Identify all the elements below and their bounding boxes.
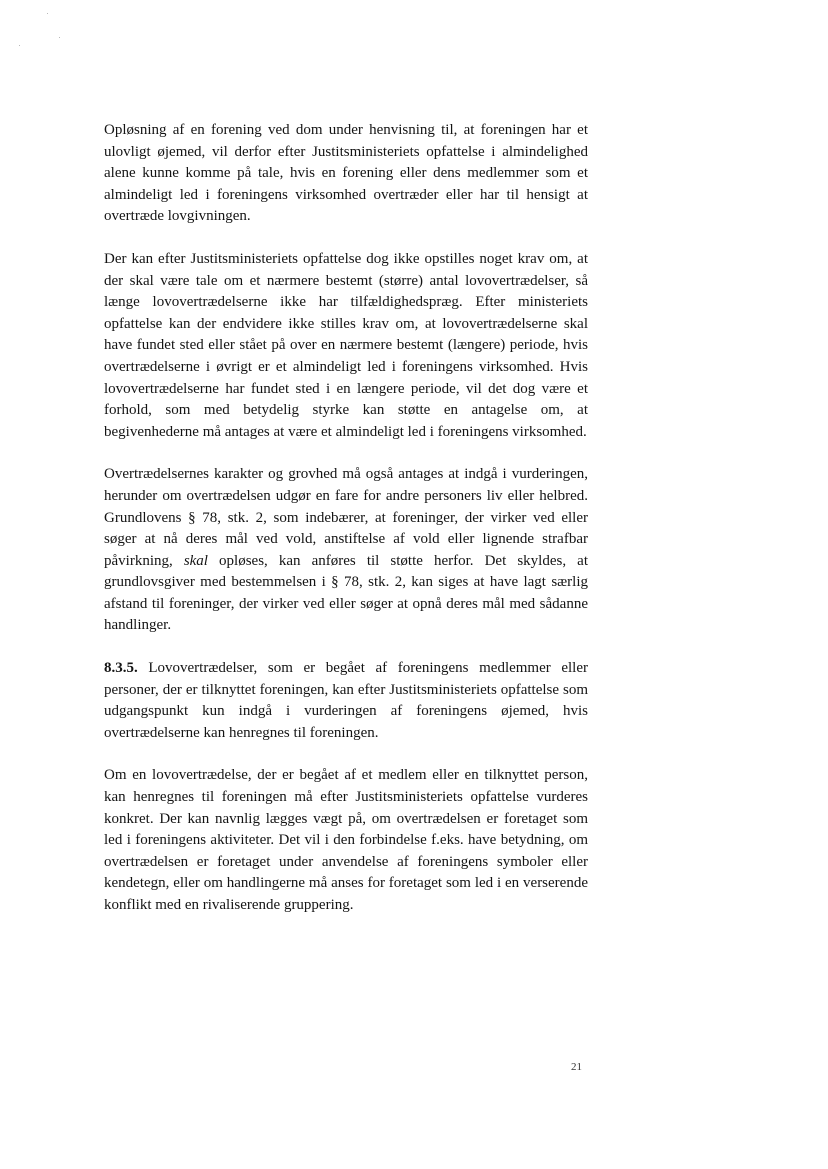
paragraph-section-8-3-5 — [104, 658, 588, 744]
section-number: 8.3.5. — [104, 660, 138, 677]
paragraph-text: opløses, kan anføres til støtte herfor. Det skyldes, at grundlovsgiver med bestemmelsen i § 78, stk. 2, kan siges at have lagt særlig afstand til foreninger, der virker ved eller søger at opnå deres mål med sådanne handlinger. — [104, 552, 588, 634]
scan-speck — [59, 37, 60, 38]
paragraph-number-of-offences: Der kan efter Justitsministeriets opfattelse dog ikke opstilles noget krav om, at der skal være tale om et nærmere bestemt (større) antal lovovertrædelser, så længe lovovertrædelserne ikke har tilfældighedspræg. Efter ministeriets opfattelse kan der endvidere ikke stilles krav om, at lovovertrædelserne skal have fundet sted eller stået på over en nærmere bestemt (længere) periode, hvis overtrædelserne i øvrigt er et almindeligt led i foreningens virksomhed. Hvis lovovertrædelserne har fundet sted i en længere periode, vil det dog være et forhold, som med betydelig styrke kan støtte en antagelse om, at begivenhederne må antages at være et almindeligt led i foreningens virksomhed. — [104, 250, 588, 440]
scan-speck — [19, 45, 20, 46]
paragraph-nature-of-offences — [104, 464, 588, 637]
paragraph-text: Lovovertrædelser, som er begået af foreningens medlemmer eller personer, der er tilknyttet foreningen, kan efter Justitsministeriets opfattelse som udgangspunkt kun indgå i vurderingen af foreningens øjemed, hvis overtrædelserne kan henregnes til foreningen. — [104, 660, 588, 741]
paragraph-attribution: Om en lovovertrædelse, der er begået af et medlem eller en tilknyttet person, kan henregnes til foreningen må efter Justitsministeriets opfattelse vurderes konkret. Der kan navnlig lægges vægt på, om overtrædelsen er foretaget som led i foreningens aktiviteter. Det vil i den forbindelse f.eks. have betydning, om overtrædelsen er foretaget under anvendelse af foreningens symboler eller kendetegn, eller om handlingerne må anses for foretaget som led i en verserende konflikt med en rivaliserende gruppering. — [104, 767, 588, 913]
emphasis-text: skal — [183, 552, 208, 569]
paragraph-text: Overtrædelsernes karakter og grovhed må også antages at indgå i vurderingen, herunder om overtrædelsen udgør en fare for andre personers liv eller helbred. Grundlovens § 78, stk. 2, som indebærer, at foreninger, der virker ved eller søger at nå deres mål ved vold, anstiftelse af vold eller lignende strafbar påvirkning, — [104, 466, 588, 569]
page-number: 21 — [571, 1061, 582, 1073]
scan-speck — [47, 13, 48, 14]
document-body — [104, 120, 588, 938]
paragraph-dissolution: Opløsning af en forening ved dom under henvisning til, at foreningen har et ulovligt øjemed, vil derfor efter Justitsministeriets opfattelse i almindelighed alene kunne komme på tale, hvis en forening eller dens medlemmer som et almindeligt led i foreningens virksomhed overtræder eller har til hensigt at overtræde lovgivningen. — [104, 122, 588, 225]
